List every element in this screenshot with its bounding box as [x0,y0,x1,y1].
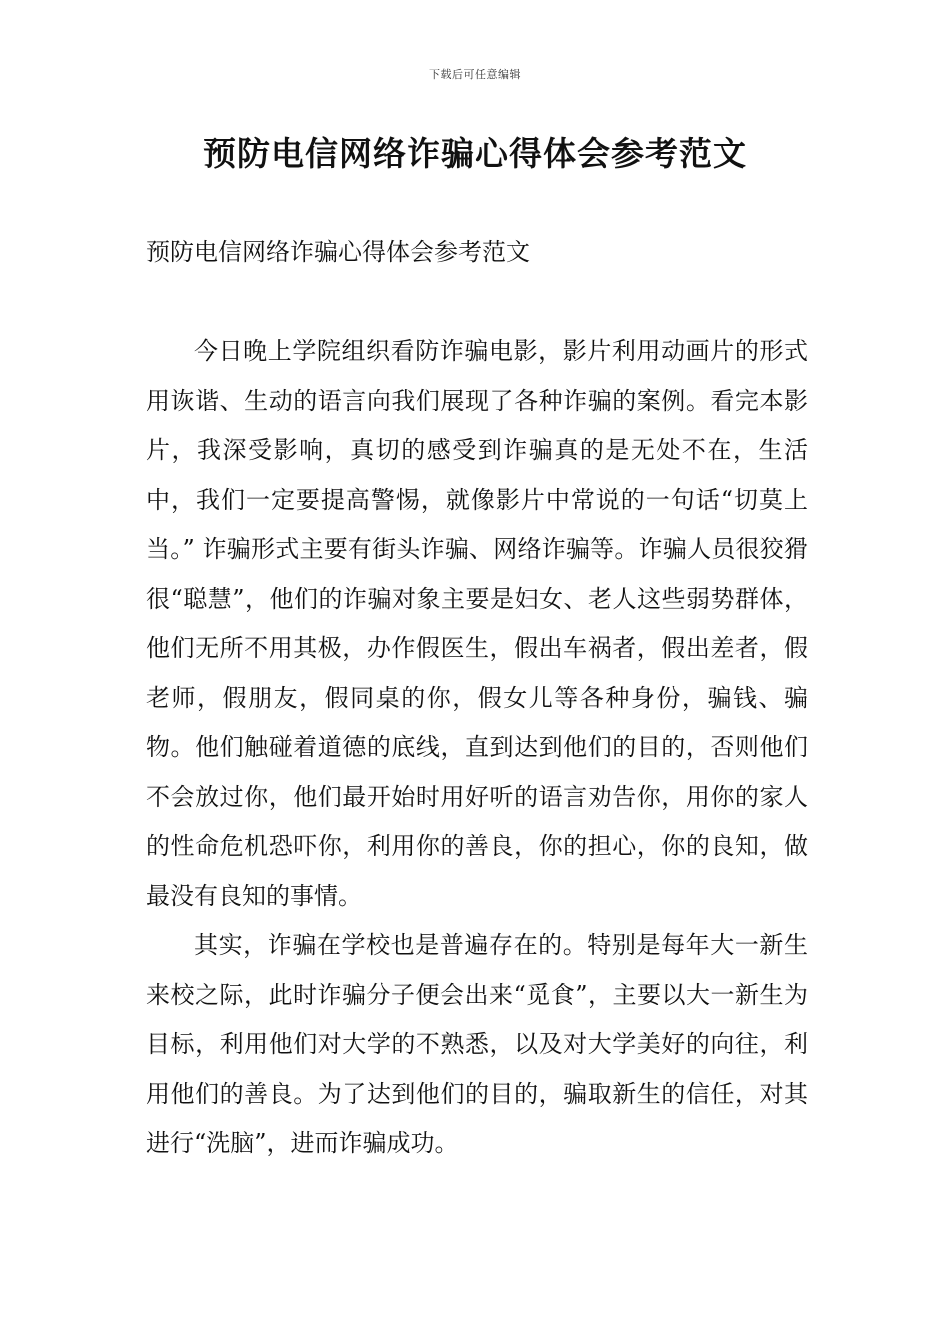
document-body [146,327,808,1169]
document-subtitle: 预防电信网络诈骗心得体会参考范文 [146,238,530,266]
header-note: 下载后可任意编辑 [429,68,521,81]
body-paragraph: 今日晚上学院组织看防诈骗电影，影片利用动画片的形式用诙谐、生动的语言向我们展现了各种诈骗的案例。看完本影片，我深受影响，真切的感受到诈骗真的是无处不在，生活中，我们一定要提高警惕，就像影片中常说的一句话“切莫上当。” 诈骗形式主要有街头诈骗、网络诈骗等。诈骗人员很狡猾很“聪慧”，他们的诈骗对象主要是妇女、老人这些弱势群体，他们无所不用其极，办作假医生，假出车祸者，假出差者，假老师，假朋友，假同桌的你，假女儿等各种身份，骗钱、骗物。他们触碰着道德的底线，直到达到他们的目的，否则他们不会放过你，他们最开始时用好听的语言劝告你，用你的家人的性命危机恐吓你，利用你的善良，你的担心，你的良知，做最没有良知的事情。 [146,337,808,910]
document-title: 预防电信网络诈骗心得体会参考范文 [203,134,747,173]
body-paragraph: 其实，诈骗在学校也是普遍存在的。特别是每年大一新生来校之际，此时诈骗分子便会出来“觅食”，主要以大一新生为目标，利用他们对大学的不熟悉，以及对大学美好的向往，利用他们的善良。为了达到他们的目的，骗取新生的信任，对其进行“洗脑”，进而诈骗成功。 [146,931,808,1157]
